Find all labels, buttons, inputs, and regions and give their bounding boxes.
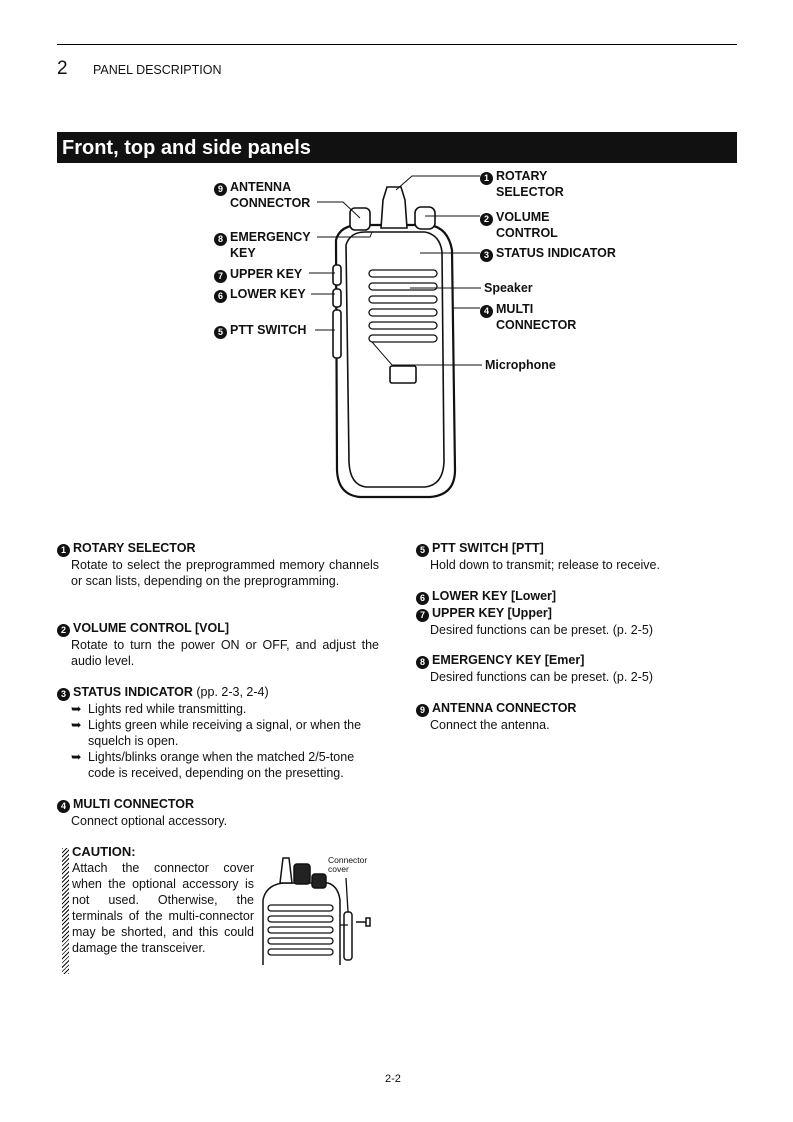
item-number: 5 — [416, 544, 429, 557]
callout-text: Microphone — [485, 358, 556, 372]
callout-number: 7 — [214, 270, 227, 283]
callout-antenna-connector — [214, 179, 320, 211]
caution-box — [72, 844, 254, 956]
callout-number: 4 — [480, 305, 493, 318]
callout-text: MULTI CONNECTOR — [496, 302, 577, 332]
desc-lower-upper-key — [416, 588, 706, 638]
item-text: Desired functions can be preset. (p. 2-5) — [430, 623, 654, 637]
item-title: UPPER KEY [Upper] — [432, 606, 552, 620]
item-number: 6 — [416, 592, 429, 605]
item-title: ROTARY SELECTOR — [73, 541, 196, 555]
bullet-item — [71, 701, 379, 717]
chapter-title: PANEL DESCRIPTION — [93, 63, 222, 77]
caution-hatch — [62, 848, 69, 974]
callout-volume-control — [480, 209, 566, 241]
callout-number: 8 — [214, 233, 227, 246]
desc-status-indicator — [57, 684, 379, 781]
callout-ptt-switch — [214, 322, 306, 339]
arrow-bullet-icon: ➥ — [71, 750, 82, 764]
bullet-text: Lights green while receiving a signal, or when the squelch is open. — [88, 718, 362, 748]
item-text: Rotate to select the preprogrammed memory channels or scan lists, depending on the preprogramming. — [71, 558, 379, 588]
callout-text: STATUS INDICATOR — [496, 246, 616, 260]
desc-emergency-key — [416, 652, 706, 685]
item-title: STATUS INDICATOR — [73, 685, 193, 699]
bullet-text: Lights red while transmitting. — [88, 702, 247, 716]
item-title: VOLUME CONTROL [VOL] — [73, 621, 230, 635]
radio-illustration — [0, 0, 793, 520]
desc-multi-connector — [57, 796, 379, 829]
callout-status-indicator — [480, 245, 616, 262]
item-text: Hold down to transmit; release to receive. — [430, 558, 660, 572]
page-ref: (pp. 2-3, 2-4) — [192, 685, 269, 699]
page-number: 2-2 — [385, 1073, 401, 1085]
callout-number: 3 — [480, 249, 493, 262]
item-number: 8 — [416, 656, 429, 669]
arrow-bullet-icon: ➥ — [71, 702, 82, 716]
callout-number: 5 — [214, 326, 227, 339]
bullet-item — [71, 717, 379, 749]
callout-number: 6 — [214, 290, 227, 303]
callout-text: ANTENNA CONNECTOR — [230, 180, 311, 210]
item-title: PTT SWITCH [PTT] — [432, 541, 544, 555]
caution-text: Attach the connector cover when the optional accessory is not used. Otherwise, the terminals of the multi-connector may be shorted, and this could damage the transceiver. — [72, 861, 254, 955]
item-title: MULTI CONNECTOR — [73, 797, 195, 811]
section-title: Front, top and side panels — [57, 132, 737, 163]
callout-emergency-key — [214, 229, 320, 261]
callout-lower-key — [214, 286, 306, 303]
item-number: 7 — [416, 609, 429, 622]
item-number: 2 — [57, 624, 70, 637]
item-title: EMERGENCY KEY [Emer] — [432, 653, 585, 667]
item-number: 1 — [57, 544, 70, 557]
item-title: ANTENNA CONNECTOR — [432, 701, 577, 715]
callout-text: VOLUME CONTROL — [496, 210, 558, 240]
desc-antenna-connector — [416, 700, 706, 733]
item-text: Desired functions can be preset. (p. 2-5) — [430, 670, 654, 684]
item-number: 9 — [416, 704, 429, 717]
item-text: Connect the antenna. — [430, 718, 550, 732]
item-number: 4 — [57, 800, 70, 813]
callout-rotary-selector — [480, 168, 576, 200]
desc-ptt-switch — [416, 540, 706, 573]
callout-text: EMERGENCY KEY — [230, 230, 311, 260]
item-title: LOWER KEY [Lower] — [432, 589, 557, 603]
callout-upper-key — [214, 266, 302, 283]
callout-microphone — [485, 357, 556, 373]
desc-volume-control — [57, 620, 379, 669]
connector-cover-label: Connector cover — [328, 855, 368, 874]
bullet-text: Lights/blinks orange when the matched 2/5-tone code is received, depending on the presetting. — [88, 750, 355, 780]
arrow-bullet-icon: ➥ — [71, 718, 82, 732]
callout-speaker — [484, 280, 533, 296]
callout-number: 1 — [480, 172, 493, 185]
item-text: Connect optional accessory. — [71, 814, 228, 828]
callout-text: PTT SWITCH — [230, 323, 307, 337]
callout-number: 2 — [480, 213, 493, 226]
callout-text: ROTARY SELECTOR — [496, 169, 564, 199]
callout-number: 9 — [214, 183, 227, 196]
bullet-item — [71, 749, 379, 781]
callout-text: Speaker — [484, 281, 533, 295]
callout-text: UPPER KEY — [230, 267, 303, 281]
callout-multi-connector — [480, 301, 586, 333]
callout-text: LOWER KEY — [230, 287, 306, 301]
caution-title: CAUTION: — [72, 844, 136, 859]
item-text: Rotate to turn the power ON or OFF, and adjust the audio level. — [71, 638, 379, 668]
item-number: 3 — [57, 688, 70, 701]
desc-rotary-selector — [57, 540, 379, 589]
chapter-number: 2 — [57, 58, 68, 79]
